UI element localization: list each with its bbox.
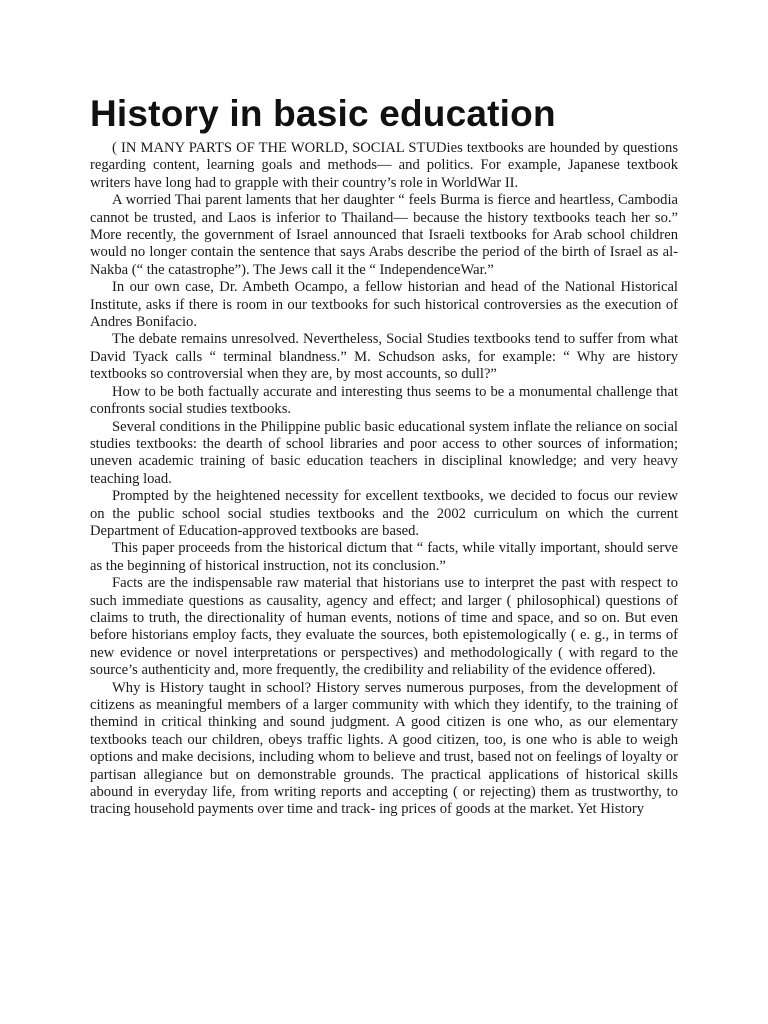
paragraph: Prompted by the heightened necessity for excellent textbooks, we decided to focus our review on the public school social studies textbooks and the 2002 curriculum on which the current Department of Education-approved textbooks are based. (90, 488, 678, 539)
document-page (90, 92, 678, 819)
paragraph: How to be both factually accurate and interesting thus seems to be a monumental challenge that confronts social studies textbooks. (90, 383, 678, 418)
paragraph: This paper proceeds from the historical dictum that “ facts, while vitally important, should serve as the beginning of historical instruction, not its conclusion.” (90, 540, 678, 574)
paragraph: Facts are the indispensable raw material that historians use to interpret the past with respect to such immediate questions as causality, agency and effect; and larger ( philosophical) questions of claims to truth, the directionality of human events, notions of time and space, and so on. But even before historians employ facts, they evaluate the sources, both epistemologically ( e. g., in terms of new evidence or novel interpretations or perspectives) and methodologically ( with regard to the source’s authenticity and, more frequently, the credibility and reliability of the evidence offered). (90, 575, 678, 679)
paragraph: Why is History taught in school? History serves numerous purposes, from the development of citizens as meaningful members of a larger community with which they identify, to the training of themind in critical thinking and sound judgment. A good citizen is one who, as our elementary textbooks teach our children, obeys traffic lights. A good citizen, too, is one who is able to weigh options and make decisions, including whom to believe and trust, based not on feelings of loyalty or partisan allegiance but on demonstrable grounds. The practical applications of historical skills abound in everyday life, from writing reports and accepting ( or rejecting) them as trustworthy, to tracing household payments over time and track- ing prices of goods at the market. Yet History (90, 679, 678, 818)
paragraph: In our own case, Dr. Ambeth Ocampo, a fellow historian and head of the National Historical Institute, asks if there is room in our textbooks for such historical controversies as the execution of Andres Bonifacio. (90, 279, 678, 331)
paragraph: Several conditions in the Philippine public basic educational system inflate the reliance on social studies textbooks: the dearth of school libraries and poor access to other sources of information; uneven academic training of basic education teachers in disciplinal knowledge; and very heavy teaching load. (90, 418, 678, 487)
paragraph: The debate remains unresolved. Nevertheless, Social Studies textbooks tend to suffer from what David Tyack calls “ terminal blandness.” M. Schudson asks, for example: “ Why are history textbooks so controversial when they are, by most accounts, so dull?” (90, 331, 678, 383)
paragraph: A worried Thai parent laments that her daughter “ feels Burma is fierce and heartless, Cambodia cannot be trusted, and Laos is inferior to Thailand— because the history textbooks teach her so.” More recently, the government of Israel announced that Israeli textbooks for Arab school children would no longer contain the sentence that says Arabs describe the period of the birth of Israel as al-Nakba (“ the catastrophe”). The Jews call it the “ IndependenceWar.” (90, 192, 678, 278)
article-body (90, 140, 678, 819)
article-title: History in basic education (90, 93, 556, 134)
paragraph: ( IN MANY PARTS OF THE WORLD, SOCIAL STUDies textbooks are hounded by questions regarding content, learning goals and methods— and politics. For example, Japanese textbook writers have long had to grapple with their country’s role in WorldWar II. (90, 140, 678, 191)
